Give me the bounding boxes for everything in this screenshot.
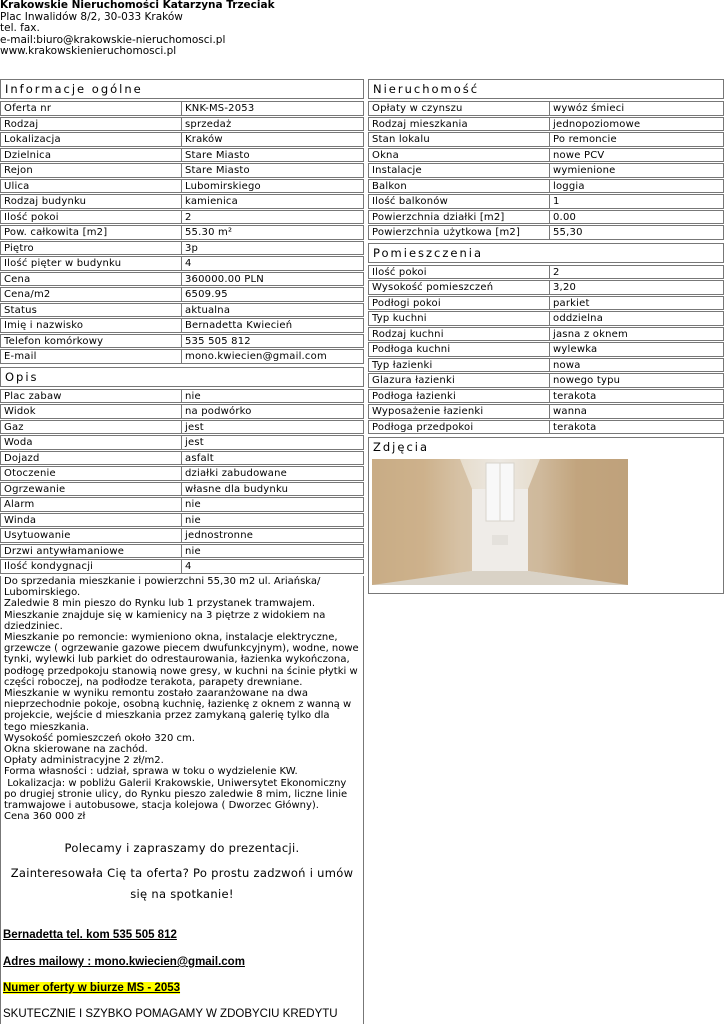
offer-number: Numer oferty w biurze MS - 2053 xyxy=(3,982,181,994)
opis-row-value: nie xyxy=(182,497,364,512)
general-row-value: sprzedaż xyxy=(182,117,364,132)
rooms-row-value: 2 xyxy=(550,265,724,280)
question-text: Zainteresowała Cię ta oferta? Po prostu zadzwoń i umów się na spotkanie! xyxy=(10,866,354,902)
general-row xyxy=(0,179,364,194)
general-row-value: 6509.95 xyxy=(182,287,364,302)
property-row-label: Stan lokalu xyxy=(368,132,550,147)
opis-row-label: Plac zabaw xyxy=(0,389,182,404)
general-row-label: Oferta nr xyxy=(0,101,182,116)
section-general-header xyxy=(0,79,364,99)
rooms-row xyxy=(368,327,724,342)
general-row xyxy=(0,132,364,147)
property-row xyxy=(368,179,724,194)
property-row-label: Balkon xyxy=(368,179,550,194)
opis-row xyxy=(0,513,364,528)
rooms-row-value: nowa xyxy=(550,358,724,373)
general-row-label: E-mail xyxy=(0,349,182,364)
general-row-label: Ulica xyxy=(0,179,182,194)
general-row-value: KNK-MS-2053 xyxy=(182,101,364,116)
property-row xyxy=(368,148,724,163)
general-row xyxy=(0,318,364,333)
general-row xyxy=(0,334,364,349)
property-row-label: Instalacje xyxy=(368,163,550,178)
agency-email[interactable]: e-mail:biuro@krakowskie-nieruchomosci.pl xyxy=(0,33,226,46)
opis-row-value: asfalt xyxy=(182,451,364,466)
rooms-table xyxy=(368,265,724,435)
property-row-value: 1 xyxy=(550,194,724,209)
agency-address: Plac Inwalidów 8/2, 30-033 Kraków xyxy=(0,10,183,23)
opis-row-label: Drzwi antywłamaniowe xyxy=(0,544,182,559)
property-row-value: jednopoziomowe xyxy=(550,117,724,132)
opis-row-value: nie xyxy=(182,389,364,404)
right-column xyxy=(368,79,724,596)
apartment-photo[interactable] xyxy=(372,459,628,585)
property-row xyxy=(368,117,724,132)
rooms-row xyxy=(368,296,724,311)
section-opis-header xyxy=(0,367,364,387)
opis-row xyxy=(0,559,364,574)
opis-row xyxy=(0,482,364,497)
rooms-row xyxy=(368,404,724,419)
general-row-label: Piętro xyxy=(0,241,182,256)
agency-header xyxy=(0,0,275,58)
rooms-row xyxy=(368,373,724,388)
agency-website[interactable]: www.krakowskienieruchomosci.pl xyxy=(0,45,177,57)
property-table xyxy=(368,101,724,240)
section-title-photos: Zdjęcia xyxy=(373,440,430,454)
opis-row xyxy=(0,466,364,481)
general-table xyxy=(0,101,364,364)
general-row-value: 535 505 812 xyxy=(182,334,364,349)
property-row-label: Rodzaj mieszkania xyxy=(368,117,550,132)
property-row xyxy=(368,163,724,178)
general-row-value: 4 xyxy=(182,256,364,271)
general-row-label: Dzielnica xyxy=(0,148,182,163)
opis-row-label: Alarm xyxy=(0,497,182,512)
general-row xyxy=(0,272,364,287)
property-row-label: Powierzchnia działki [m2] xyxy=(368,210,550,225)
opis-row-label: Widok xyxy=(0,404,182,419)
rooms-row-label: Typ łazienki xyxy=(368,358,550,373)
general-row-value: kamienica xyxy=(182,194,364,209)
rooms-row xyxy=(368,358,724,373)
rooms-row xyxy=(368,342,724,357)
general-row xyxy=(0,101,364,116)
general-row-value: Stare Miasto xyxy=(182,148,364,163)
general-row xyxy=(0,194,364,209)
rooms-row-label: Wysokość pomieszczeń xyxy=(368,280,550,295)
general-row-label: Ilość pokoi xyxy=(0,210,182,225)
credit-slogan: SKUTECZNIE I SZYBKO POMAGAMY W ZDOBYCIU KREDYTU xyxy=(3,1008,338,1020)
opis-row xyxy=(0,544,364,559)
general-row-value: mono.kwiecien@gmail.com xyxy=(182,349,364,364)
rooms-row xyxy=(368,389,724,404)
opis-row-label: Woda xyxy=(0,435,182,450)
opis-row xyxy=(0,435,364,450)
rooms-row-value: jasna z oknem xyxy=(550,327,724,342)
general-row-value: aktualna xyxy=(182,303,364,318)
general-row-value: 360000.00 PLN xyxy=(182,272,364,287)
opis-row-value: jednostronne xyxy=(182,528,364,543)
rooms-row-value: wanna xyxy=(550,404,724,419)
section-title-property: Nieruchomość xyxy=(373,82,480,96)
section-rooms-header xyxy=(368,243,724,263)
general-row-label: Rodzaj xyxy=(0,117,182,132)
general-row xyxy=(0,303,364,318)
property-row xyxy=(368,210,724,225)
opis-row xyxy=(0,528,364,543)
kitchen-photo-image xyxy=(372,459,628,585)
opis-row-label: Usytuowanie xyxy=(0,528,182,543)
rooms-row xyxy=(368,265,724,280)
opis-row-value: własne dla budynku xyxy=(182,482,364,497)
rooms-row-value: 3,20 xyxy=(550,280,724,295)
opis-row-value: na podwórko xyxy=(182,404,364,419)
agency-name: Krakowskie Nieruchomości Katarzyna Trzeciak xyxy=(0,0,275,11)
rooms-row-label: Podłoga kuchni xyxy=(368,342,550,357)
general-row xyxy=(0,225,364,240)
rooms-row-value: terakota xyxy=(550,389,724,404)
rooms-row-label: Wyposażenie łazienki xyxy=(368,404,550,419)
property-row-value: Po remoncie xyxy=(550,132,724,147)
description-text: Do sprzedania mieszkanie i powierzchni 55,30 m2 ul. Ariańska/ Lubomirskiego. Zaledwie 8 min pieszo do Rynku lub 1 przystanek tramwajem. Mieszkanie znajduje się w kamienicy na 3 piętrze z widokiem na dziedziniec. Mieszkanie po remoncie: wymieniono okna, instalacje elektryczne, grzewcze ( ogrzewanie gazowe piecem dwufunkcyjnym), wodne, nowe tynki, wylewki lub parkiet do odrestaurowania, łazienka wykończona, podłogę przedpokoju stanowią nowe gresy, w kuchni na ścinie płytki w części roboczej, na podłodze terakota, parapety drewniane. Mieszkanie w wyniku remontu zostało zaaranżowane na dwa nieprzechodnie pokoje, osobną kuchnię, łazienkę z oknem z wanną w projekcie, wejście d mieszkania przez zamykaną galerię tylko dla tego mieszkania. Wysokość pomieszczeń około 320 cm. Okna skierowane na zachód. Opłaty administracyjne 2 zł/m2. Forma własności : udział, sprawa w toku o wydzielenie KW. Lokalizacja: w pobliżu Galerii Krakowskie, Uniwersytet Ekonomiczny po drugiej stronie ulicy, do Rynku pieszo zaledwie 8 mim, liczne linie tramwajowe i autobusowe, stacja kolejowa ( Dworzec Główny). Cena 360 000 zł xyxy=(4,576,359,823)
general-row xyxy=(0,117,364,132)
rooms-row xyxy=(368,280,724,295)
section-title-general: Informacje ogólne xyxy=(5,82,143,96)
general-row xyxy=(0,210,364,225)
rooms-row xyxy=(368,420,724,435)
rooms-row-label: Podłogi pokoi xyxy=(368,296,550,311)
property-row xyxy=(368,194,724,209)
general-row-label: Pow. całkowita [m2] xyxy=(0,225,182,240)
property-row-value: loggia xyxy=(550,179,724,194)
opis-row-value: nie xyxy=(182,513,364,528)
general-row-value: 3p xyxy=(182,241,364,256)
rooms-row-value: terakota xyxy=(550,420,724,435)
property-row-label: Ilość balkonów xyxy=(368,194,550,209)
general-row xyxy=(0,241,364,256)
agency-phone: tel. fax. xyxy=(0,22,40,34)
opis-row-value: nie xyxy=(182,544,364,559)
opis-row-label: Gaz xyxy=(0,420,182,435)
property-row-value: wywóz śmieci xyxy=(550,101,724,116)
property-row-value: wymienione xyxy=(550,163,724,178)
opis-row-value: działki zabudowane xyxy=(182,466,364,481)
general-row-label: Rodzaj budynku xyxy=(0,194,182,209)
general-row-label: Rejon xyxy=(0,163,182,178)
section-property-header xyxy=(368,79,724,99)
general-row-value: 2 xyxy=(182,210,364,225)
opis-row xyxy=(0,404,364,419)
rooms-row-label: Glazura łazienki xyxy=(368,373,550,388)
property-row xyxy=(368,101,724,116)
opis-row-label: Dojazd xyxy=(0,451,182,466)
opis-row xyxy=(0,497,364,512)
opis-row xyxy=(0,389,364,404)
rooms-row-value: wylewka xyxy=(550,342,724,357)
property-row-value: nowe PCV xyxy=(550,148,724,163)
opis-row-label: Ogrzewanie xyxy=(0,482,182,497)
opis-table xyxy=(0,389,364,574)
general-row-label: Cena xyxy=(0,272,182,287)
general-row-value: Kraków xyxy=(182,132,364,147)
opis-row-label: Ilość kondygnacji xyxy=(0,559,182,574)
property-row xyxy=(368,132,724,147)
rooms-row-value: nowego typu xyxy=(550,373,724,388)
property-row-value: 55,30 xyxy=(550,225,724,240)
contact-phone: Bernadetta tel. kom 535 505 812 xyxy=(3,929,177,941)
general-row-label: Imię i nazwisko xyxy=(0,318,182,333)
rooms-row xyxy=(368,311,724,326)
general-row-label: Cena/m2 xyxy=(0,287,182,302)
general-row xyxy=(0,148,364,163)
rooms-row-value: oddzielna xyxy=(550,311,724,326)
general-row xyxy=(0,287,364,302)
general-row-label: Ilość pięter w budynku xyxy=(0,256,182,271)
section-title-rooms: Pomieszczenia xyxy=(373,245,484,260)
opis-row-value: 4 xyxy=(182,559,364,574)
general-row-value: Lubomirskiego xyxy=(182,179,364,194)
general-row-value: Bernadetta Kwiecień xyxy=(182,318,364,333)
opis-row xyxy=(0,420,364,435)
general-row xyxy=(0,349,364,364)
contact-email: Adres mailowy : mono.kwiecien@gmail.com xyxy=(3,956,245,968)
opis-row xyxy=(0,451,364,466)
rooms-row-label: Podłoga łazienki xyxy=(368,389,550,404)
rooms-row-label: Rodzaj kuchni xyxy=(368,327,550,342)
opis-row-label: Winda xyxy=(0,513,182,528)
rooms-row-label: Podłoga przedpokoi xyxy=(368,420,550,435)
invite-text: Polecamy i zapraszamy do prezentacji. xyxy=(64,841,300,856)
section-title-opis: Opis xyxy=(5,369,39,384)
general-row-label: Status xyxy=(0,303,182,318)
left-column xyxy=(0,79,364,574)
property-row-label: Okna xyxy=(368,148,550,163)
general-row xyxy=(0,163,364,178)
opis-row-label: Otoczenie xyxy=(0,466,182,481)
rooms-row-label: Ilość pokoi xyxy=(368,265,550,280)
rooms-row-value: parkiet xyxy=(550,296,724,311)
opis-row-value: jest xyxy=(182,420,364,435)
opis-row-value: jest xyxy=(182,435,364,450)
general-row-label: Telefon komórkowy xyxy=(0,334,182,349)
general-row-value: Stare Miasto xyxy=(182,163,364,178)
property-row-label: Opłaty w czynszu xyxy=(368,101,550,116)
property-row-label: Powierzchnia użytkowa [m2] xyxy=(368,225,550,240)
property-row-value: 0.00 xyxy=(550,210,724,225)
photos-section xyxy=(368,437,724,594)
property-row xyxy=(368,225,724,240)
rooms-row-label: Typ kuchni xyxy=(368,311,550,326)
general-row-value: 55.30 m² xyxy=(182,225,364,240)
general-row-label: Lokalizacja xyxy=(0,132,182,147)
general-row xyxy=(0,256,364,271)
